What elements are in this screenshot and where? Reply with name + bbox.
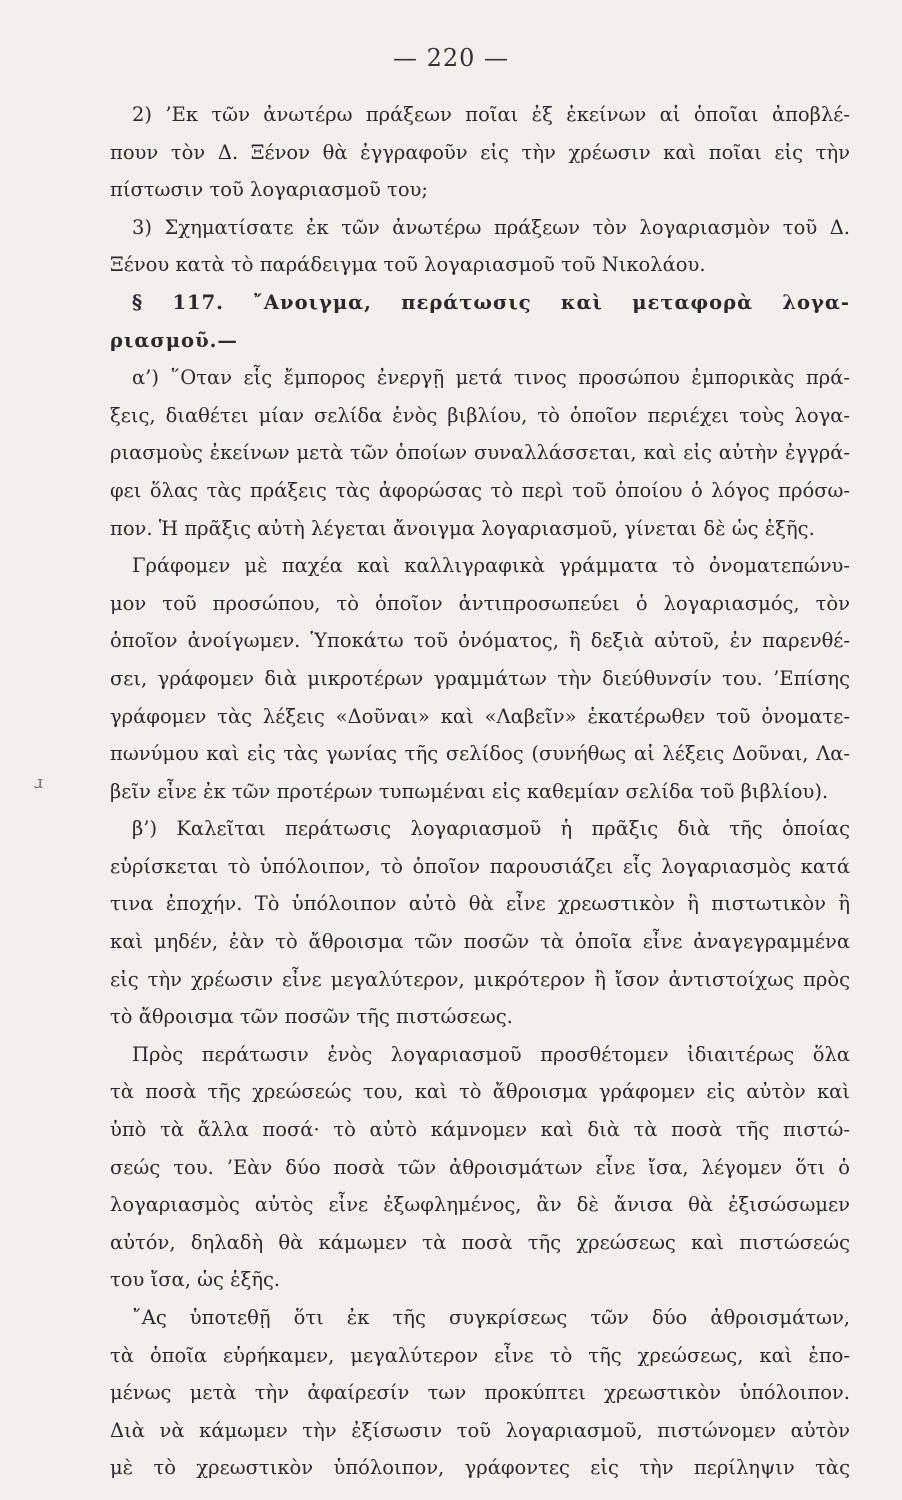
text-line: ὑπὸ τὰ ἄλλα ποσά· τὸ αὐτὸ κάμνομεν καὶ διὰ τὰ ποσὰ τῆς πιστώ- xyxy=(110,1118,850,1142)
text-line: ξεις, διαθέτει μίαν σελίδα ἑνὸς βιβλίου, τὸ ὁποῖον περιέχει τοὺς λογα- xyxy=(110,403,850,427)
text-line: μὲ τὸ χρεωστικὸν ὑπόλοιπον, γράφοντες εἰς τὴν περίληψιν τὰς xyxy=(110,1456,850,1480)
text-line: α’) ῞Οταν εἷς ἔμπορος ἐνεργῇ μετά τινος προσώπου ἐμπορικὰς πρά- xyxy=(132,366,850,390)
text-line: Πρὸς περάτωσιν ἑνὸς λογαριασμοῦ προσθέτομεν ἰδιαιτέρως ὅλα xyxy=(132,1042,850,1066)
text-line: πον. Ἡ πρᾶξις αὐτὴ λέγεται ἄνοιγμα λογαριασμοῦ, γίνεται δὲ ὡς ἑξῆς. xyxy=(110,516,815,540)
text-line: β’) Καλεῖται περάτωσις λογαριασμοῦ ἡ πρᾶξις διὰ τῆς ὁποίας xyxy=(132,817,850,841)
text-line: σει, γράφομεν διὰ μικροτέρων γραμμάτων τὴν διεύθυνσίν του. ’Επίσης xyxy=(110,666,850,690)
text-line: βεῖν εἶνε ἐκ τῶν προτέρων τυπωμέναι εἰς καθεμίαν σελίδα τοῦ βιβλίου). xyxy=(110,779,829,803)
section-heading-line: § 117. ῎Ανοιγμα, περάτωσις καὶ μεταφορὰ λογα- xyxy=(132,290,850,314)
page-number: — 220 — xyxy=(392,44,510,72)
text-line: τὰ ποσὰ τῆς χρεώσεώς του, καὶ τὸ ἄθροισμα γράφομεν εἰς αὐτὸν καὶ xyxy=(110,1080,850,1104)
text-line: 2) ’Εκ τῶν ἀνωτέρω πράξεων ποῖαι ἐξ ἐκείνων αἱ ὁποῖαι ἀποβλέ- xyxy=(132,103,850,126)
text-line: Διὰ νὰ κάμωμεν τὴν ἐξίσωσιν τοῦ λογαριασμοῦ, πιστώνομεν αὐτὸν xyxy=(110,1418,850,1442)
section-heading-line: ριασμοῦ.— xyxy=(110,328,238,352)
text-line: φει ὅλας τὰς πράξεις τὰς ἀφορώσας τὸ περὶ τοῦ ὁποίου ὁ λόγος πρόσω- xyxy=(110,478,850,502)
text-line: ριασμοὺς ἐκείνων μετὰ τῶν ὁποίων συναλλάσσεται, καὶ εἰς αὐτὴν ἐγγρά- xyxy=(110,441,850,465)
text-line: σεώς του. ’Εὰν δύο ποσὰ τῶν ἀθροισμάτων εἶνε ἴσα, λέγομεν ὅτι ὁ xyxy=(110,1155,850,1179)
text-line: του ἴσα, ὡς ἑξῆς. xyxy=(110,1268,281,1292)
text-line: τινα ἐποχήν. Τὸ ὑπόλοιπον αὐτὸ θὰ εἶνε χρεωστικὸν ἢ πιστωτικὸν ἢ xyxy=(110,892,850,916)
text-line: μένως μετὰ τὴν ἀφαίρεσίν των προκύπτει χρεωστικὸν ὑπόλοιπον. xyxy=(110,1381,850,1405)
text-line: πίστωσιν τοῦ λογαριασμοῦ του; xyxy=(110,178,428,202)
text-line: Ξένου κατὰ τὸ παράδειγμα τοῦ λογαριασμοῦ τοῦ Νικολάου. xyxy=(110,253,706,277)
text-line: γράφομεν τὰς λέξεις «Δοῦναι» καὶ «Λαβεῖν» ἑκατέρωθεν τοῦ ὀνοματε- xyxy=(110,704,850,728)
text-line: εἰς τὴν χρέωσιν εἶνε μεγαλύτερον, μικρότερον ἢ ἴσον ἀντιστοίχως πρὸς xyxy=(110,967,850,991)
text-line: 3) Σχηματίσατε ἐκ τῶν ἀνωτέρω πράξεων τὸν λογαριασμὸν τοῦ Δ. xyxy=(132,215,850,239)
text-line: καὶ μηδέν, ἐὰν τὸ ἄθροισμα τῶν ποσῶν τὰ ὁποῖα εἶνε ἀναγεγραμμένα xyxy=(110,930,850,954)
text-line: ὁποῖον ἀνοίγωμεν. Ὑποκάτω τοῦ ὀνόματος, ἢ δεξιὰ αὐτοῦ, ἐν παρενθέ- xyxy=(110,629,850,653)
body-text xyxy=(110,96,850,1487)
text-line: εὑρίσκεται τὸ ὑπόλοιπον, τὸ ὁποῖον παρουσιάζει εἷς λογαριασμὸς κατά xyxy=(110,854,850,878)
text-line: τὰ ὁποῖα εὑρήκαμεν, μεγαλύτερον εἶνε τὸ τῆς χρεώσεως, καὶ ἑπο- xyxy=(110,1343,850,1367)
text-line: μον τοῦ προσώπου, τὸ ὁποῖον ἀντιπροσωπεύει ὁ λογαριασμός, τὸν xyxy=(110,591,850,615)
text-line: πουν τὸν Δ. Ξένον θὰ ἐγγραφοῦν εἰς τὴν χρέωσιν καὶ ποῖαι εἰς τὴν xyxy=(110,140,850,164)
text-line: ῎Ας ὑποτεθῇ ὅτι ἐκ τῆς συγκρίσεως τῶν δύο ἀθροισμάτων, xyxy=(132,1306,850,1329)
text-line: αὐτόν, δηλαδὴ θὰ κάμωμεν τὰ ποσὰ τῆς χρεώσεως καὶ πιστώσεώς xyxy=(110,1230,850,1254)
text-line: λογαριασμὸς αὐτὸς εἶνε ἐξωφλημένος, ἂν δὲ ἄνισα θὰ ἐξισώσωμεν xyxy=(110,1193,850,1217)
text-line: τὸ ἄθροισμα τῶν ποσῶν τῆς πιστώσεως. xyxy=(110,1005,513,1029)
text-line: Γράφομεν μὲ παχέα καὶ καλλιγραφικὰ γράμματα τὸ ὀνοματεπώνυ- xyxy=(132,554,850,578)
margin-mark: ɹ xyxy=(34,772,44,793)
text-line: πωνύμου καὶ εἰς τὰς γωνίας τῆς σελίδος (συνήθως αἱ λέξεις Δοῦναι, Λα- xyxy=(110,742,850,766)
